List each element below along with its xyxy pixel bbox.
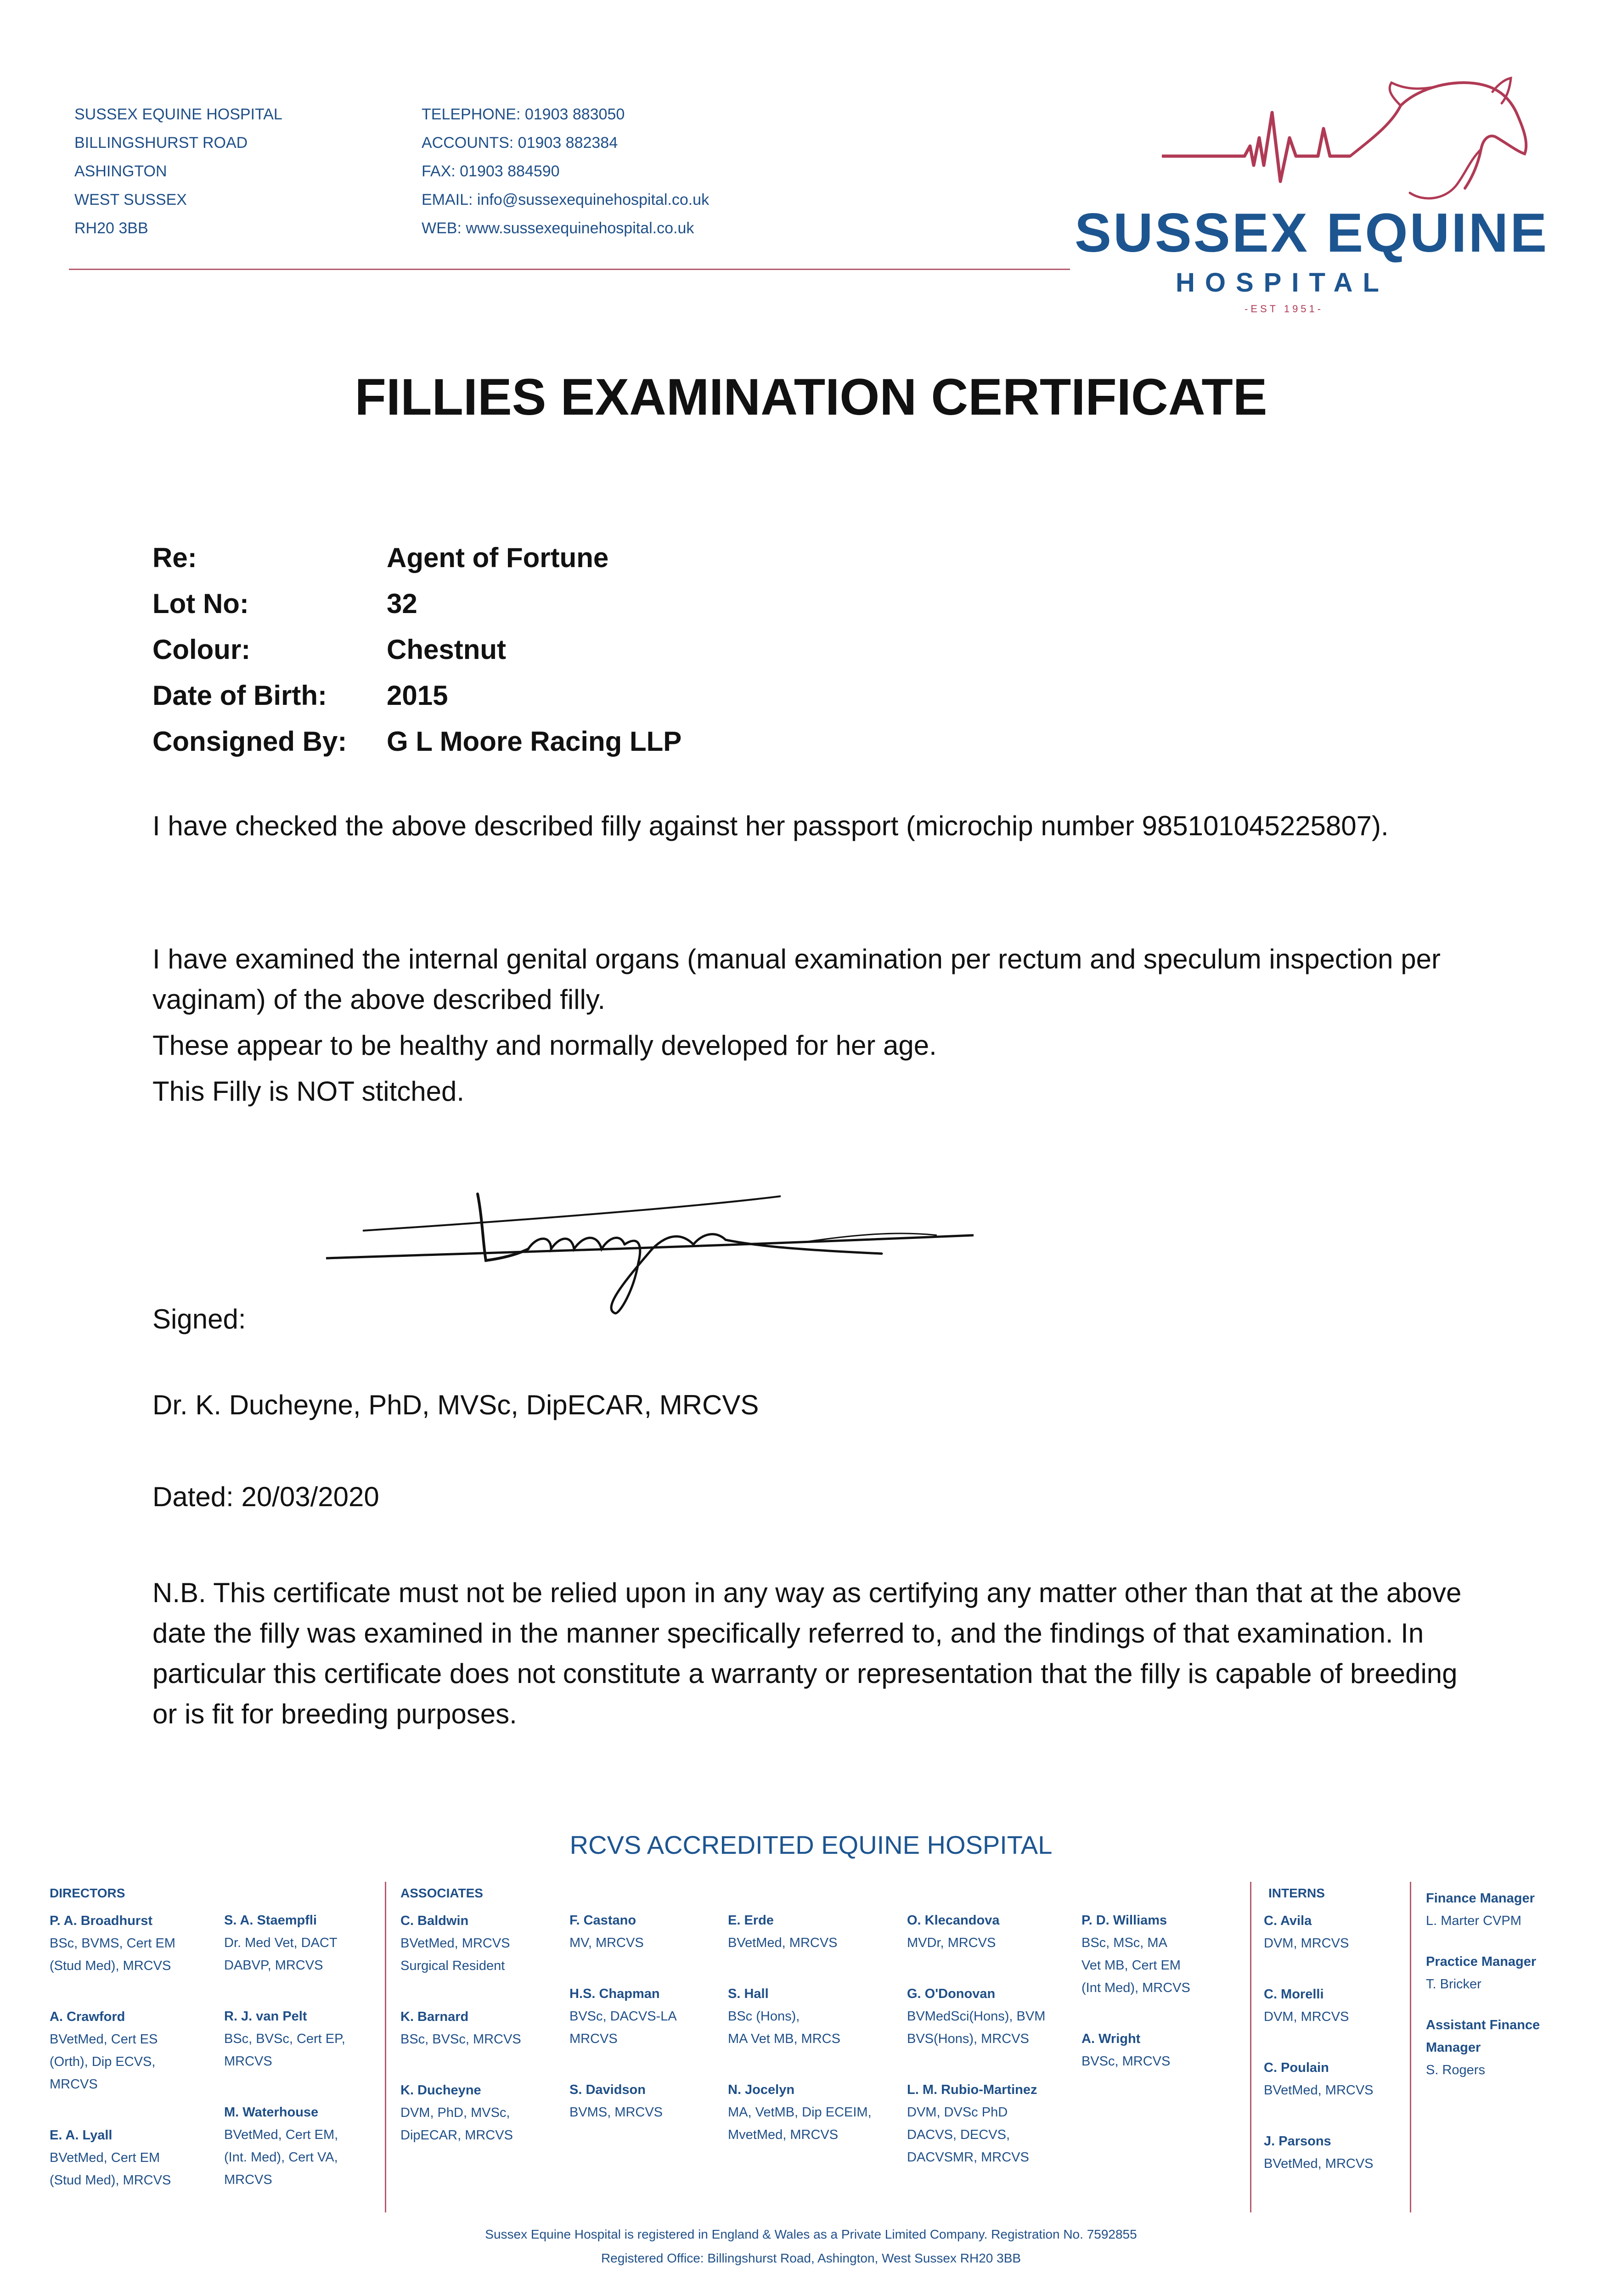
logo-est: -EST 1951- <box>1245 303 1324 315</box>
staff-quals: MV, MRCVS <box>569 1936 644 1950</box>
staff-name: R. J. van Pelt <box>224 2009 307 2024</box>
staff-name: E. A. Lyall <box>50 2128 113 2143</box>
staff-name: S. Davidson <box>569 2082 646 2097</box>
associates-column-3 <box>728 1909 872 2175</box>
examination-paragraph <box>152 939 1447 1112</box>
staff-quals: MRCVS <box>224 2054 272 2069</box>
staff-quals: BVSc, DACVS-LA <box>569 2009 677 2024</box>
staff-member <box>1081 2028 1190 2073</box>
fax-line: FAX: 01903 884590 <box>422 163 560 180</box>
staff-quals: BSc, BVSc, Cert EP, <box>224 2032 345 2046</box>
staff-divider <box>1250 1882 1251 2212</box>
staff-member <box>728 2079 872 2146</box>
disclaimer-text: N.B. This certificate must not be relied upon in any way as certifying any matter other than that at the above date the filly was examined in the manner specifically referred to, and the findings of that examination. In particular this certificate does not constitute a warranty or representation that the filly is capable of breeding or is fit for breeding purposes. <box>152 1577 1462 1729</box>
staff-member <box>907 2079 1045 2169</box>
staff-member <box>569 1983 677 2050</box>
staff-quals: MRCVS <box>569 2032 618 2046</box>
staff-name: P. A. Broadhurst <box>50 1913 152 1928</box>
staff-quals: (Stud Med), MRCVS <box>50 1958 171 1973</box>
horse-heartbeat-icon <box>1070 69 1529 207</box>
staff-member <box>1426 1887 1564 1932</box>
detail-label: Consigned By: <box>152 726 347 757</box>
detail-value: G L Moore Racing LLP <box>387 726 682 757</box>
staff-name: S. Rogers <box>1426 2063 1485 2077</box>
staff-name: O. Klecandova <box>907 1913 1000 1928</box>
detail-value: 2015 <box>387 680 448 711</box>
staff-member <box>50 2006 175 2096</box>
managers-column <box>1426 1887 1564 2110</box>
header-divider <box>69 269 1070 270</box>
staff-member <box>1426 1951 1564 1996</box>
staff-name: J. Parsons <box>1264 2134 1331 2149</box>
staff-quals: MRCVS <box>50 2077 98 2092</box>
staff-quals: MA, VetMB, Dip ECEIM, <box>728 2105 872 2120</box>
staff-name: N. Jocelyn <box>728 2082 795 2097</box>
address-line: WEST SUSSEX <box>74 191 187 208</box>
address-line: BILLINGSHURST ROAD <box>74 134 248 152</box>
directors-heading: DIRECTORS <box>50 1886 125 1900</box>
logo-subtitle: HOSPITAL <box>1176 268 1389 298</box>
staff-name: C. Avila <box>1264 1913 1312 1928</box>
detail-row <box>152 627 681 673</box>
contact-block <box>422 100 709 242</box>
staff-name: S. A. Staempfli <box>224 1913 317 1928</box>
staff-member <box>907 1909 1045 1954</box>
detail-value: Chestnut <box>387 634 506 665</box>
staff-member <box>1426 2014 1564 2082</box>
staff-quals: (Int. Med), Cert VA, <box>224 2150 338 2165</box>
staff-quals: BVetMed, MRCVS <box>1264 2083 1374 2098</box>
staff-quals: DACVSMR, MRCVS <box>907 2150 1029 2165</box>
staff-quals: BVSc, MRCVS <box>1081 2054 1171 2069</box>
staff-quals: DABVP, MRCVS <box>224 1958 323 1973</box>
staff-quals: Surgical Resident <box>400 1958 505 1973</box>
associates-column-4 <box>907 1909 1045 2197</box>
staff-quals: DipECAR, MRCVS <box>400 2128 513 2143</box>
staff-member <box>224 2101 345 2191</box>
staff-quals: BSc, BVSc, MRCVS <box>400 2032 521 2047</box>
staff-quals: DVM, PhD, MVSc, <box>400 2105 510 2120</box>
detail-value: 32 <box>387 588 417 619</box>
staff-quals: BVMedSci(Hons), BVM <box>907 2009 1046 2024</box>
staff-member <box>1264 1983 1374 2028</box>
staff-quals: BVetMed, Cert ES <box>50 2032 158 2047</box>
staff-name: F. Castano <box>569 1913 636 1928</box>
page-title: FILLIES EXAMINATION CERTIFICATE <box>355 368 1267 426</box>
staff-member <box>50 2124 175 2192</box>
staff-member <box>224 2005 345 2073</box>
staff-quals: BSc, MSc, MA <box>1081 1936 1167 1950</box>
detail-row <box>152 719 681 765</box>
staff-role: Finance Manager <box>1426 1891 1535 1906</box>
staff-quals: Vet MB, Cert EM <box>1081 1958 1181 1973</box>
detail-label: Colour: <box>152 634 251 665</box>
staff-name: A. Crawford <box>50 2009 125 2024</box>
stitched-text: This Filly is NOT stitched. <box>152 1076 465 1107</box>
signed-label: Signed: <box>152 1304 246 1334</box>
staff-role: Assistant Finance Manager <box>1426 2018 1540 2055</box>
staff-quals: BVetMed, MRCVS <box>728 1936 838 1950</box>
interns-heading: INTERNS <box>1268 1886 1325 1900</box>
staff-divider <box>1410 1882 1411 2212</box>
signatory-name: Dr. K. Ducheyne, PhD, MVSc, DipECAR, MRCVS <box>152 1390 759 1420</box>
staff-name: A. Wright <box>1081 2032 1141 2046</box>
staff-quals: BVetMed, Cert EM <box>50 2150 160 2165</box>
staff-quals: BVetMed, Cert EM, <box>224 2127 338 2142</box>
staff-name: C. Poulain <box>1264 2060 1329 2075</box>
staff-member <box>1081 1909 1190 1999</box>
staff-member <box>224 1909 345 1977</box>
registered-office-line: Registered Office: Billingshurst Road, Ashington, West Sussex RH20 3BB <box>601 2251 1021 2265</box>
staff-quals: MA Vet MB, MRCS <box>728 2032 840 2046</box>
staff-member <box>907 1983 1045 2050</box>
staff-quals: BSc, BVMS, Cert EM <box>50 1936 175 1951</box>
examination-text: I have examined the internal genital organs (manual examination per rectum and speculum inspection per vaginam) of the above described filly. <box>152 944 1441 1015</box>
staff-quals: (Int Med), MRCVS <box>1081 1981 1190 1995</box>
staff-member <box>1264 2130 1374 2175</box>
staff-quals: MRCVS <box>224 2172 272 2187</box>
logo-name: SUSSEX EQUINE <box>1075 202 1549 264</box>
staff-quals: DVM, DVSc PhD <box>907 2105 1008 2120</box>
staff-name: L. M. Rubio-Martinez <box>907 2082 1037 2097</box>
staff-quals: MvetMed, MRCVS <box>728 2127 839 2142</box>
staff-name: K. Ducheyne <box>400 2083 481 2098</box>
staff-member <box>728 1983 872 2050</box>
registration-line: Sussex Equine Hospital is registered in England & Wales as a Private Limited Company. Registration No. 7592855 <box>485 2227 1137 2241</box>
directors-column-2 <box>224 1909 345 2220</box>
staff-member <box>569 2079 677 2124</box>
hospital-logo <box>1070 69 1549 344</box>
accounts-line: ACCOUNTS: 01903 882384 <box>422 134 618 152</box>
associates-column-1 <box>400 1882 521 2175</box>
staff-member <box>728 1909 872 1954</box>
interns-column <box>1264 1882 1374 2204</box>
staff-name: L. Marter CVPM <box>1426 1913 1521 1928</box>
staff-quals: BVetMed, MRCVS <box>400 1936 510 1951</box>
staff-name: H.S. Chapman <box>569 1986 660 2001</box>
telephone-line: TELEPHONE: 01903 883050 <box>422 106 625 123</box>
staff-role: Practice Manager <box>1426 1954 1537 1969</box>
staff-member <box>400 2079 521 2147</box>
detail-row <box>152 535 681 581</box>
staff-name: M. Waterhouse <box>224 2105 319 2120</box>
staff-quals: MVDr, MRCVS <box>907 1936 996 1950</box>
staff-quals: BVS(Hons), MRCVS <box>907 2032 1029 2046</box>
web-line: WEB: www.sussexequinehospital.co.uk <box>422 219 694 237</box>
staff-name: E. Erde <box>728 1913 774 1928</box>
directors-column-1 <box>50 1882 175 2220</box>
staff-name: S. Hall <box>728 1986 769 2001</box>
staff-quals: DVM, MRCVS <box>1264 2009 1349 2024</box>
staff-quals: BSc (Hons), <box>728 2009 800 2024</box>
staff-name: T. Bricker <box>1426 1977 1481 1992</box>
passport-check-paragraph <box>152 806 1447 846</box>
passport-check-text: I have checked the above described filly against her passport (microchip number 985101045225807). <box>152 810 1389 841</box>
staff-quals: Dr. Med Vet, DACT <box>224 1936 338 1950</box>
staff-quals: BVMS, MRCVS <box>569 2105 663 2120</box>
associates-heading: ASSOCIATES <box>400 1886 483 1900</box>
details-block <box>152 535 681 765</box>
staff-member <box>400 1910 521 1977</box>
associates-column-5 <box>1081 1909 1190 2101</box>
address-line: SUSSEX EQUINE HOSPITAL <box>74 106 282 123</box>
staff-quals: (Stud Med), MRCVS <box>50 2173 171 2188</box>
staff-name: P. D. Williams <box>1081 1913 1167 1928</box>
detail-label: Re: <box>152 542 197 573</box>
associates-column-2 <box>569 1909 677 2152</box>
staff-member <box>50 1910 175 1977</box>
disclaimer-paragraph <box>152 1573 1466 1734</box>
staff-quals: DVM, MRCVS <box>1264 1936 1349 1951</box>
staff-name: K. Barnard <box>400 2009 469 2024</box>
detail-row <box>152 673 681 719</box>
health-text: These appear to be healthy and normally developed for her age. <box>152 1030 937 1061</box>
staff-quals: DACVS, DECVS, <box>907 2127 1010 2142</box>
registration-footer <box>0 2223 1622 2270</box>
email-line: EMAIL: info@sussexequinehospital.co.uk <box>422 191 710 208</box>
staff-quals: BVetMed, MRCVS <box>1264 2156 1374 2171</box>
detail-value: Agent of Fortune <box>387 542 609 573</box>
address-line: RH20 3BB <box>74 219 148 237</box>
staff-member <box>569 1909 677 1954</box>
staff-member <box>1264 1910 1374 1955</box>
dated-text: Dated: 20/03/2020 <box>152 1481 379 1512</box>
staff-quals: (Orth), Dip ECVS, <box>50 2054 156 2069</box>
staff-divider <box>385 1882 386 2212</box>
detail-label: Date of Birth: <box>152 680 327 711</box>
staff-member <box>400 2006 521 2051</box>
detail-label: Lot No: <box>152 588 249 619</box>
accreditation-heading: RCVS ACCREDITED EQUINE HOSPITAL <box>569 1830 1053 1859</box>
staff-name: G. O'Donovan <box>907 1986 996 2001</box>
staff-name: C. Baldwin <box>400 1913 469 1928</box>
signature-image <box>321 1180 992 1332</box>
staff-member <box>1264 2057 1374 2102</box>
detail-row <box>152 581 681 627</box>
address-block <box>74 100 282 242</box>
address-line: ASHINGTON <box>74 163 167 180</box>
staff-name: C. Morelli <box>1264 1987 1324 2002</box>
